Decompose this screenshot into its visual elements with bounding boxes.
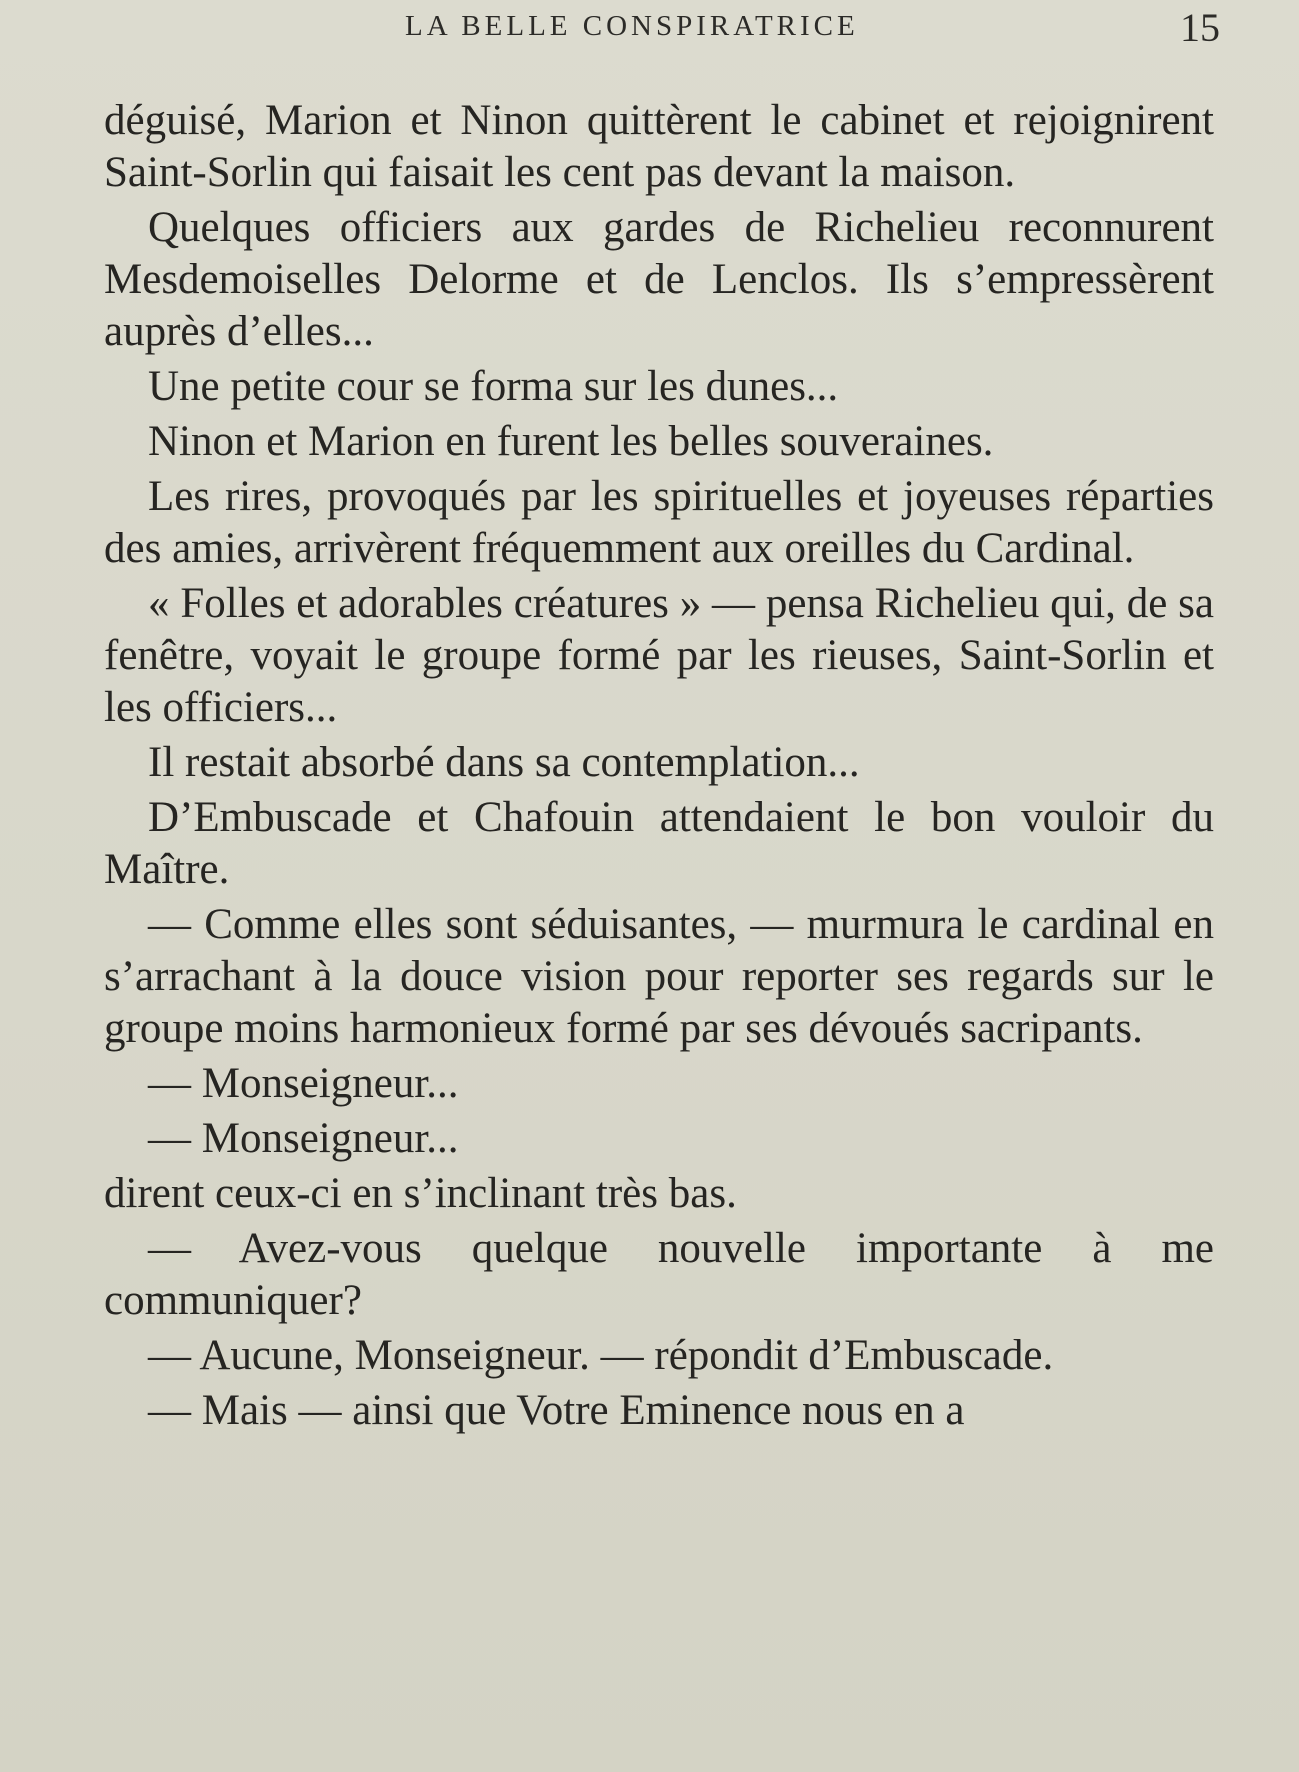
running-head xyxy=(0,5,1299,50)
running-title: LA BELLE CONSPIRATRICE xyxy=(405,10,859,42)
paragraph: — Avez-vous quelque nouvelle importante à me communiquer? xyxy=(104,1225,1214,1324)
paragraph: — Aucune, Monseigneur. — répondit d’Embuscade. xyxy=(148,1332,1054,1379)
paragraph: Une petite cour se forma sur les dunes... xyxy=(148,363,839,410)
paragraph: déguisé, Marion et Ninon quittèrent le cabinet et rejoignirent Saint-Sorlin qui faisait les cent pas devant la maison. xyxy=(104,97,1214,196)
paragraph: — Monseigneur... xyxy=(148,1060,459,1107)
paragraph: Quelques officiers aux gardes de Richelieu reconnurent Mesdemoiselles Delorme et de Lenclos. Ils s’empressèrent auprès d’elles... xyxy=(104,204,1214,355)
paragraph: Il restait absorbé dans sa contemplation... xyxy=(148,739,860,786)
paragraph: — Mais — ainsi que Votre Eminence nous en a xyxy=(148,1387,965,1434)
paragraph: — Comme elles sont séduisantes, — murmura le cardinal en s’arrachant à la douce vision pour reporter ses regards sur le groupe moins harmonieux formé par ses dévoués sacripants. xyxy=(104,901,1214,1052)
paragraph: D’Embuscade et Chafouin attendaient le bon vouloir du Maître. xyxy=(104,794,1214,893)
paragraph: dirent ceux-ci en s’inclinant très bas. xyxy=(104,1170,737,1217)
paragraph: « Folles et adorables créatures » — pensa Richelieu qui, de sa fenêtre, voyait le groupe formé par les rieuses, Saint-Sorlin et les officiers... xyxy=(104,580,1214,731)
paragraph: — Monseigneur... xyxy=(148,1115,459,1162)
paragraph: Ninon et Marion en furent les belles souveraines. xyxy=(148,418,994,465)
page-number: 15 xyxy=(1180,5,1220,50)
body-text xyxy=(104,95,1214,1440)
paragraph: Les rires, provoqués par les spirituelles et joyeuses réparties des amies, arrivèrent fréquemment aux oreilles du Cardinal. xyxy=(104,473,1214,572)
